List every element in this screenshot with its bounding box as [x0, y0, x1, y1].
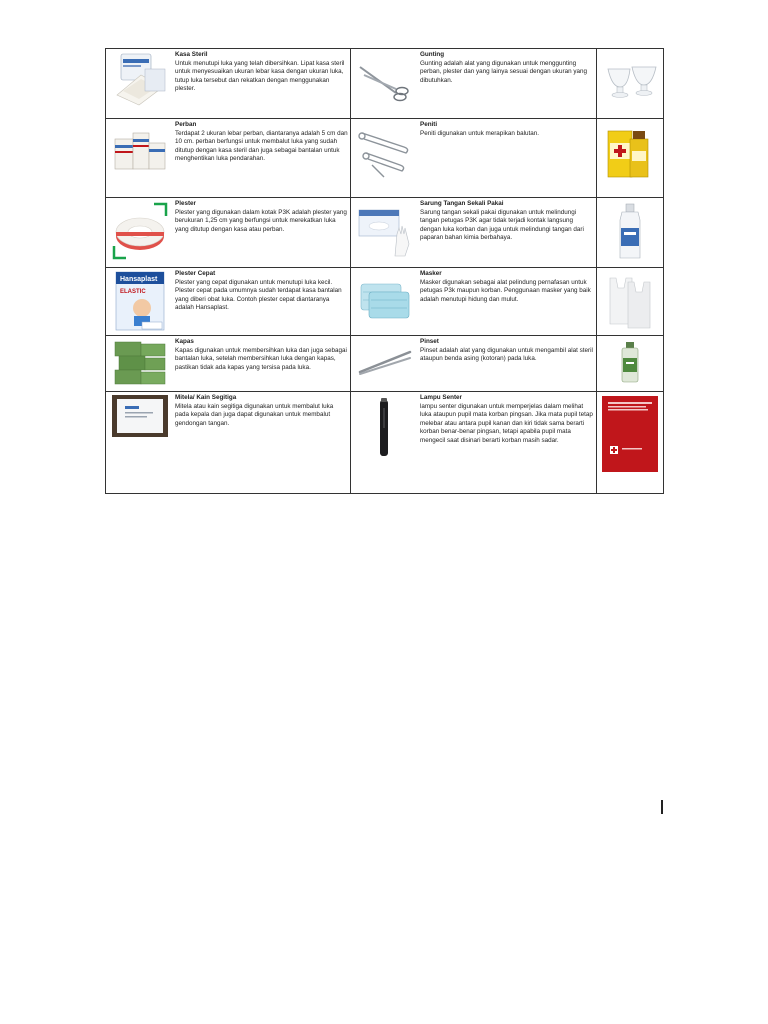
medicine-vial-icon: [597, 336, 663, 390]
item-title: Gunting: [420, 51, 445, 58]
item-title: Kasa Steril: [175, 51, 208, 58]
item-description: lampu senter digunakan untuk memperjelas dalam melihat luka ataupun pupil mata korban pingsan. Jika mata pupil tetap melebar atau antara pupil kanan dan kiri tidak sama berarti korban benar-benar pingsan, tetapi apabila pupil mata mengecil saat disinari berarti korban masih sadar.: [420, 402, 593, 444]
item-title: Perban: [175, 121, 197, 128]
item-title: Plester: [175, 200, 197, 207]
plastic-bag-icon: [597, 268, 663, 334]
table-row: [106, 268, 664, 336]
item-description: Peniti digunakan untuk merapikan balutan.: [420, 129, 540, 137]
face-mask-icon: [351, 268, 419, 330]
item-title: Pinset: [420, 338, 439, 345]
item-title: Peniti: [420, 121, 438, 128]
table-row: [106, 198, 664, 268]
item-description: Untuk menutupi luka yang telah dibersihkan. Lipat kasa steril untuk menyesuaikan ukuran lebar kasa dengan ukuran luka, tutup luka tersebut dan rekatkan dengan menggunakan plester.: [175, 59, 345, 93]
table-row: [106, 392, 664, 494]
table-row: [106, 336, 664, 392]
triangle-cloth-icon: [106, 392, 174, 440]
item-description: Mitela atau kain segitiga digunakan untuk membalut luka pada kepala dan juga dapat digunakan untuk membalut gendongan tangan.: [175, 402, 334, 427]
cotton-pack-icon: [106, 336, 174, 390]
plaster-roll-icon: [106, 198, 174, 264]
item-title: Sarung Tangan Sekali Pakai: [420, 200, 504, 207]
first-aid-book-icon: [597, 392, 663, 476]
scissors-icon: [351, 49, 419, 109]
alcohol-bottle-icon: [597, 198, 663, 264]
item-description: Gunting adalah alat yang digunakan untuk menggunting perban, plester dan yang lainya sesuai dengan ukuran yang dibutuhkan.: [420, 59, 587, 84]
gauze-pad-icon: [106, 49, 174, 109]
item-description: Pinset adalah alat yang digunakan untuk mengambil alat steril ataupun benda asing (kotoran) pada luka.: [420, 346, 593, 363]
item-description: Kapas digunakan untuk membersihkan luka dan juga sebagai bantalan luka, setelah membersihkan luka dengan kapas, pastikan tidak ada kapas yang tersisa pada luka.: [175, 346, 347, 371]
table-row: [106, 49, 664, 119]
item-description: Plester yang cepat digunakan untuk menutupi luka kecil. Plester cepat pada umumnya sudah terdapat kasa bantalan yang diberi obat luka. Contoh plester cepat diantaranya adalah Hansaplast.: [175, 278, 342, 312]
first-aid-table: [105, 48, 664, 494]
antiseptic-bottle-icon: [597, 119, 663, 185]
brand-label: Hansaplast: [120, 276, 158, 283]
brand-sub-label: ELASTIC: [120, 289, 146, 295]
safety-pin-icon: [351, 119, 419, 183]
item-title: Lampu Senter: [420, 394, 462, 401]
item-title: Kapas: [175, 338, 194, 345]
bandage-rolls-icon: [106, 119, 174, 183]
page-margin-marker: [661, 800, 663, 814]
hansaplast-box-icon: [106, 268, 174, 334]
glove-box-icon: [351, 198, 419, 262]
item-description: Terdapat 2 ukuran lebar perban, diantaranya adalah 5 cm dan 10 cm. perban berfungsi untuk membalut luka yang sudah ditutup dengan kasa steril dan juga sebagai bantalan untuk menghentikan luka pendarahan.: [175, 129, 348, 163]
item-description: Masker digunakan sebagai alat pelindung pernafasan untuk petugas P3k maupun korban. Penggunaan masker yang baik adalah menutupi hidung dan mulut.: [420, 278, 591, 303]
item-description: Plester yang digunakan dalam kotak P3K adalah plester yang berukuran 1,25 cm yang berfungsi untuk merekatkan luka yang ditutup dengan kasa atau perban.: [175, 208, 347, 233]
item-description: Sarung tangan sekali pakai digunakan untuk melindungi tangan petugas P3K agar tidak terjadi kontak langsung dengan luka korban dan juga untuk melindungi tangan dari paparan bahan kimia berbahaya.: [420, 208, 584, 242]
item-title: Plester Cepat: [175, 270, 216, 277]
eye-cup-icon: [597, 49, 663, 109]
penlight-icon: [351, 392, 419, 466]
item-title: Masker: [420, 270, 442, 277]
item-title: Mitela/ Kain Segitiga: [175, 394, 237, 401]
tweezers-icon: [351, 336, 419, 390]
table-row: [106, 119, 664, 198]
